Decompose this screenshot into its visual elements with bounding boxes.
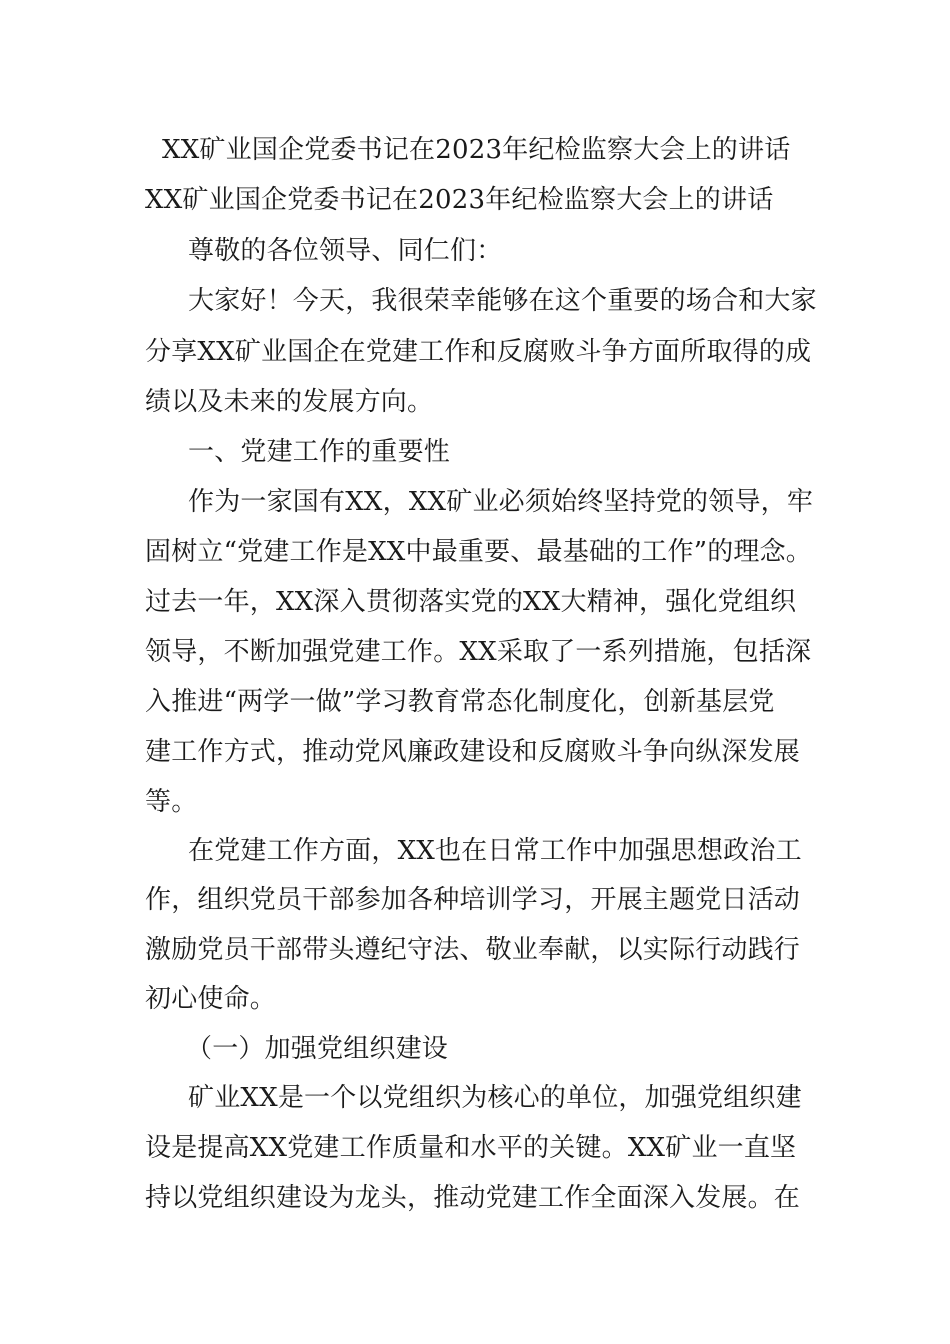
paragraph-line: 作为一家国有XX，XX矿业必须始终坚持党的领导，牢: [188, 487, 814, 517]
section-heading-2: （一）加强党组织建设: [186, 1034, 449, 1064]
paragraph-line: 入推进“两学一做”学习教育常态化制度化，创新基层党: [145, 687, 775, 717]
paragraph-line: 过去一年，XX深入贯彻落实党的XX大精神，强化党组织: [145, 587, 797, 617]
paragraph-line: 初心使命。: [145, 984, 277, 1014]
paragraph-line: 建工作方式，推动党风廉政建设和反腐败斗争向纵深发展: [145, 737, 801, 767]
paragraph-line: 作，组织党员干部参加各种培训学习，开展主题党日活动: [145, 885, 801, 915]
paragraph-line: 激励党员干部带头遵纪守法、敬业奉献，以实际行动践行: [145, 935, 801, 965]
paragraph-line: 持以党组织建设为龙头，推动党建工作全面深入发展。在: [145, 1183, 801, 1213]
paragraph-line: 在党建工作方面，XX也在日常工作中加强思想政治工: [188, 836, 802, 866]
section-heading-1: 一、党建工作的重要性: [188, 437, 451, 467]
paragraph-line: 固树立“党建工作是XX中最重要、最基础的工作”的理念。: [145, 537, 813, 567]
paragraph-line: 等。: [145, 787, 198, 817]
paragraph-line: 设是提高XX党建工作质量和水平的关键。XX矿业一直坚: [145, 1133, 797, 1163]
paragraph-line: 分享XX矿业国企在党建工作和反腐败斗争方面所取得的成: [145, 337, 812, 367]
paragraph-line: 绩以及未来的发展方向。: [145, 387, 434, 417]
salutation: 尊敬的各位领导、同仁们：: [188, 236, 503, 266]
paragraph-line: 矿业XX是一个以党组织为核心的单位，加强党组织建: [188, 1083, 802, 1113]
paragraph-line: 领导，不断加强党建工作。XX采取了一系列措施，包括深: [145, 637, 812, 667]
title-line-2: XX矿业国企党委书记在2023年纪检监察大会上的讲话: [145, 185, 774, 215]
title-line-1: XX矿业国企党委书记在2023年纪检监察大会上的讲话: [162, 135, 791, 165]
paragraph-line: 大家好！今天，我很荣幸能够在这个重要的场合和大家: [188, 286, 817, 316]
